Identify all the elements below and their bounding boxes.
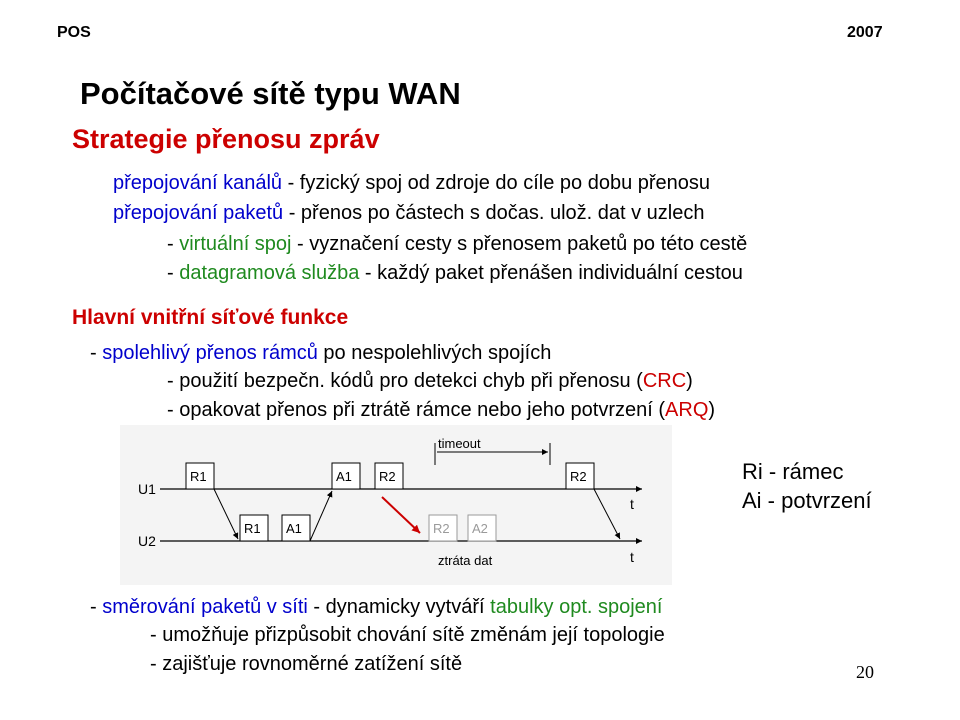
abbr-crc: CRC	[642, 370, 687, 392]
sub-list-item: - umožňuje přizpůsobit chování sítě změnám její topologie	[150, 624, 665, 646]
paren-close: )	[708, 399, 716, 421]
sub-list-item	[167, 262, 743, 285]
separator: -	[359, 262, 378, 284]
term-packet-switching: přepojování paketů	[113, 202, 284, 224]
term-reliable-transfer: spolehlivý přenos rámců	[102, 342, 318, 364]
bullet-dash: -	[90, 596, 103, 618]
lost-frame-label: R2	[433, 521, 450, 536]
separator: -	[282, 172, 300, 194]
section-heading-network-functions: Hlavní vnitřní síťové funkce	[72, 306, 349, 329]
definition-text: po nespolehlivých spojích	[317, 342, 552, 364]
data-loss-label: ztráta dat	[438, 553, 493, 568]
frame-label: R1	[244, 521, 261, 536]
term-virtual-circuit: virtuální spoj	[179, 233, 292, 255]
sub-list-item: - zajišťuje rovnoměrné zatížení sítě	[150, 653, 463, 675]
line-u2-label: U2	[138, 533, 156, 549]
slide-title: Počítačové sítě typu WAN	[80, 76, 461, 111]
time-label-u1: t	[630, 496, 634, 512]
bullet-dash: -	[167, 233, 180, 255]
term-datagram-service: datagramová služba	[179, 262, 360, 284]
list-item	[113, 202, 705, 225]
definition-text: - použití bezpečn. kódů pro detekci chyb při přenosu (	[167, 370, 643, 392]
frame-label: A1	[336, 469, 352, 484]
abbr-arq: ARQ	[665, 399, 709, 421]
term-circuit-switching: přepojování kanálů	[113, 172, 283, 194]
arq-timing-diagram	[120, 425, 672, 585]
arq-diagram-svg	[120, 425, 672, 585]
transfer-arrow	[214, 489, 238, 539]
bullet-dash: -	[167, 262, 180, 284]
list-item	[90, 342, 551, 365]
term-routing-tables: tabulky opt. spojení	[490, 596, 663, 618]
definition-text: dynamicky vytváří	[325, 596, 491, 618]
transfer-arrow	[310, 491, 332, 541]
loss-arrow	[382, 497, 420, 533]
timeout-label: timeout	[438, 436, 481, 451]
definition-text: - opakovat přenos při ztrátě rámce nebo jeho potvrzení (	[167, 399, 666, 421]
list-item	[90, 596, 662, 619]
sub-list-item	[167, 399, 715, 422]
time-label-u2: t	[630, 549, 634, 565]
paren-close: )	[686, 370, 693, 392]
frame-label: R1	[190, 469, 207, 484]
header-right: 2007	[847, 24, 883, 41]
list-item	[113, 172, 710, 195]
frame-label: R2	[570, 469, 587, 484]
page-number: 20	[856, 662, 874, 682]
term-packet-routing: směrování paketů v síti	[102, 596, 308, 618]
separator: -	[283, 202, 301, 224]
sub-list-item	[167, 233, 747, 256]
legend-ack: Ai - potvrzení	[742, 488, 872, 513]
bullet-dash: -	[90, 342, 103, 364]
header-left: POS	[57, 24, 91, 41]
section-heading-strategy: Strategie přenosu zpráv	[72, 124, 380, 154]
definition-text: každý paket přenášen individuální cestou	[377, 262, 743, 284]
line-u1-label: U1	[138, 481, 156, 497]
separator: -	[307, 596, 326, 618]
separator: -	[291, 233, 310, 255]
definition-text: vyznačení cesty s přenosem paketů po této cestě	[309, 233, 748, 255]
definition-text: přenos po částech s dočas. ulož. dat v uzlech	[300, 202, 705, 224]
frame-label: A1	[286, 521, 302, 536]
lost-frame-label: A2	[472, 521, 488, 536]
legend-frame: Ri - rámec	[742, 459, 844, 484]
sub-list-item	[167, 370, 693, 393]
transfer-arrow	[594, 489, 620, 539]
frame-label: R2	[379, 469, 396, 484]
definition-text: fyzický spoj od zdroje do cíle po dobu přenosu	[299, 172, 711, 194]
